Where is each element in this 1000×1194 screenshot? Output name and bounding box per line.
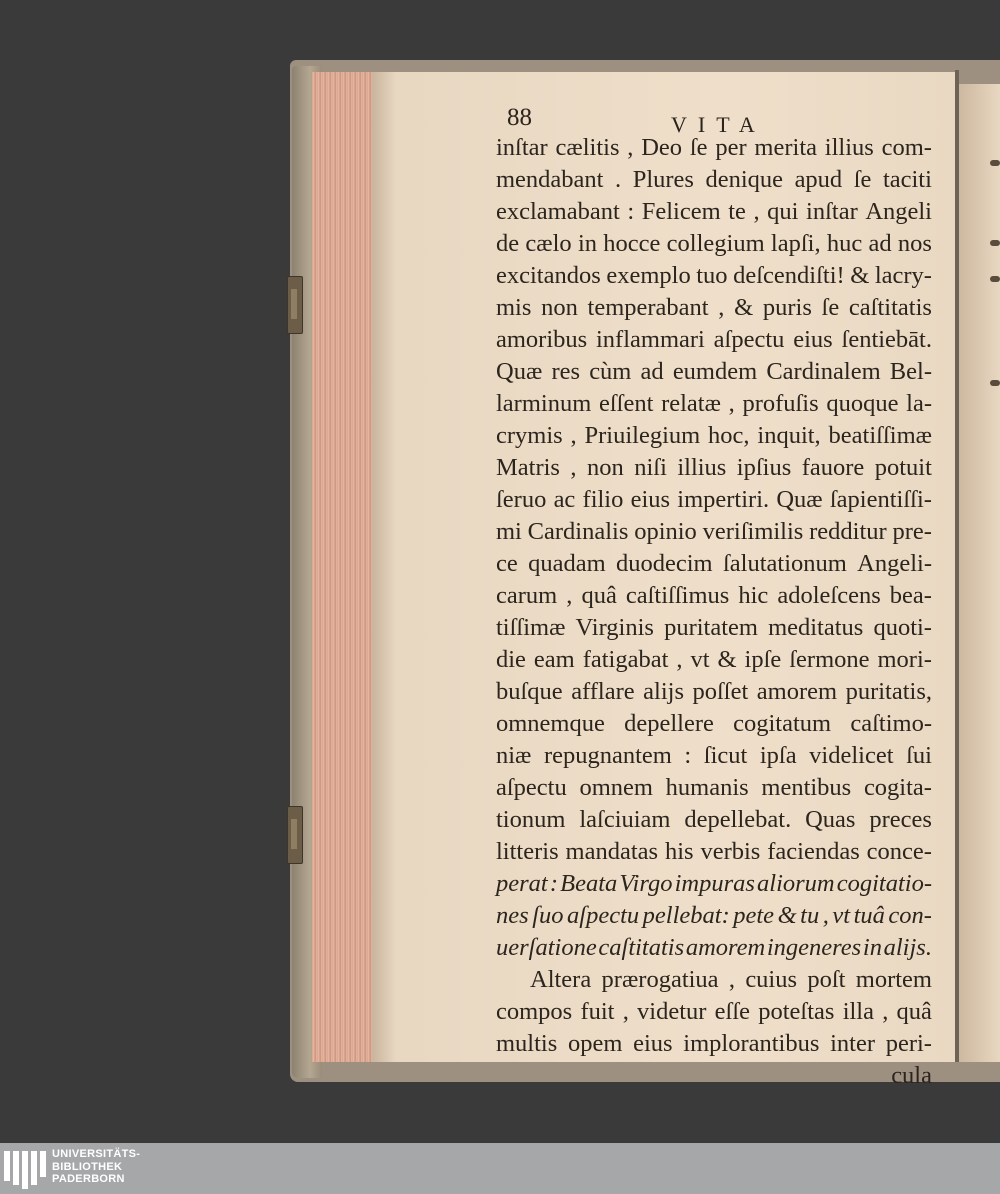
text-line: larminum eſſent relatæ , profuſis quoque la- (496, 390, 932, 417)
text-line: ce quadam duodecim ſalutationum Angeli- (496, 550, 932, 577)
text-line: de cælo in hocce collegium lapſi, huc ad nos (496, 230, 932, 257)
text-line: cula (891, 1062, 932, 1089)
text-line: perat : Beata Virgo impuras aliorum cogitatio- (496, 870, 932, 897)
right-page-ink-mark (990, 160, 1000, 166)
logo-line-3: PADERBORN (52, 1173, 125, 1185)
right-page-ink-mark (990, 380, 1000, 386)
text-line: excitandos exemplo tuo deſcendiſti! & lacry- (496, 262, 932, 289)
page-number: 88 (507, 104, 532, 131)
text-line: buſque afflare alijs poſſet amorem puritatis, (496, 678, 932, 705)
right-page-ink-mark (990, 276, 1000, 282)
text-line: mendabant . Plures denique apud ſe taciti (496, 166, 932, 193)
running-head: VITA (671, 112, 766, 137)
text-line: litteris mandatas his verbis faciendas conce- (496, 838, 932, 865)
logo-line-1: UNIVERSITÄTS- (52, 1148, 141, 1160)
text-line: omnemque depellere cogitatum caſtimo- (496, 710, 932, 737)
text-line: carum , quâ caſtiſſimus hic adoleſcens bea- (496, 582, 932, 609)
text-line: tiſſimæ Virginis puritatem meditatus quoti- (496, 614, 932, 641)
text-line: Altera prærogatiua , cuius poſt mortem (530, 966, 932, 993)
text-line: Quæ res cùm ad eumdem Cardinalem Bel- (496, 358, 932, 385)
text-line: ſeruo ac filio eius impertiri. Quæ ſapientiſſi- (496, 486, 932, 513)
text-line: Matris , non niſi illius ipſius fauore potuit (496, 454, 932, 481)
logo-line-2: BIBLIOTHEK (52, 1160, 123, 1173)
text-line: uerſatione caſtitatis amorem ingeneres in alijs. (496, 934, 932, 961)
text-line: inſtar cælitis , Deo ſe per merita illius com- (496, 134, 932, 161)
text-line: aſpectu omnem humanis mentibus cogita- (496, 774, 932, 801)
text-line: niæ repugnantem : ſicut ipſa videlicet ſui (496, 742, 932, 769)
clasp-lower (287, 806, 303, 864)
library-logo-text (52, 1148, 140, 1186)
text-line: die eam fatigabat , vt & ipſe ſermone mori- (496, 646, 932, 673)
text-line: exclamabant : Felicem te , qui inſtar Angeli (496, 198, 932, 225)
library-logo-icon (4, 1151, 46, 1189)
right-page-edge (959, 84, 1000, 1062)
library-footer (0, 1143, 1000, 1194)
text-line: compos fuit , videtur eſſe poteſtas illa , quâ (496, 998, 932, 1025)
page-text (496, 132, 932, 1092)
clasp-upper (287, 276, 303, 334)
text-line: multis opem eius implorantibus inter peri- (496, 1030, 932, 1057)
text-line: amoribus inflammari aſpectu eius ſentiebāt. (496, 326, 932, 353)
right-page-ink-mark (990, 240, 1000, 246)
text-line: nes ſuo aſpectu pellebat: pete & tu , vt tuâ con- (496, 902, 932, 929)
text-line: crymis , Priuilegium hoc, inquit, beatiſſimæ (496, 422, 932, 449)
text-line: tionum laſciuiam depellebat. Quas preces (496, 806, 932, 833)
text-line: mis non temperabant , & puris ſe caſtitatis (496, 294, 932, 321)
text-line: mi Cardinalis opinio veriſimilis redditur pre- (496, 518, 932, 545)
